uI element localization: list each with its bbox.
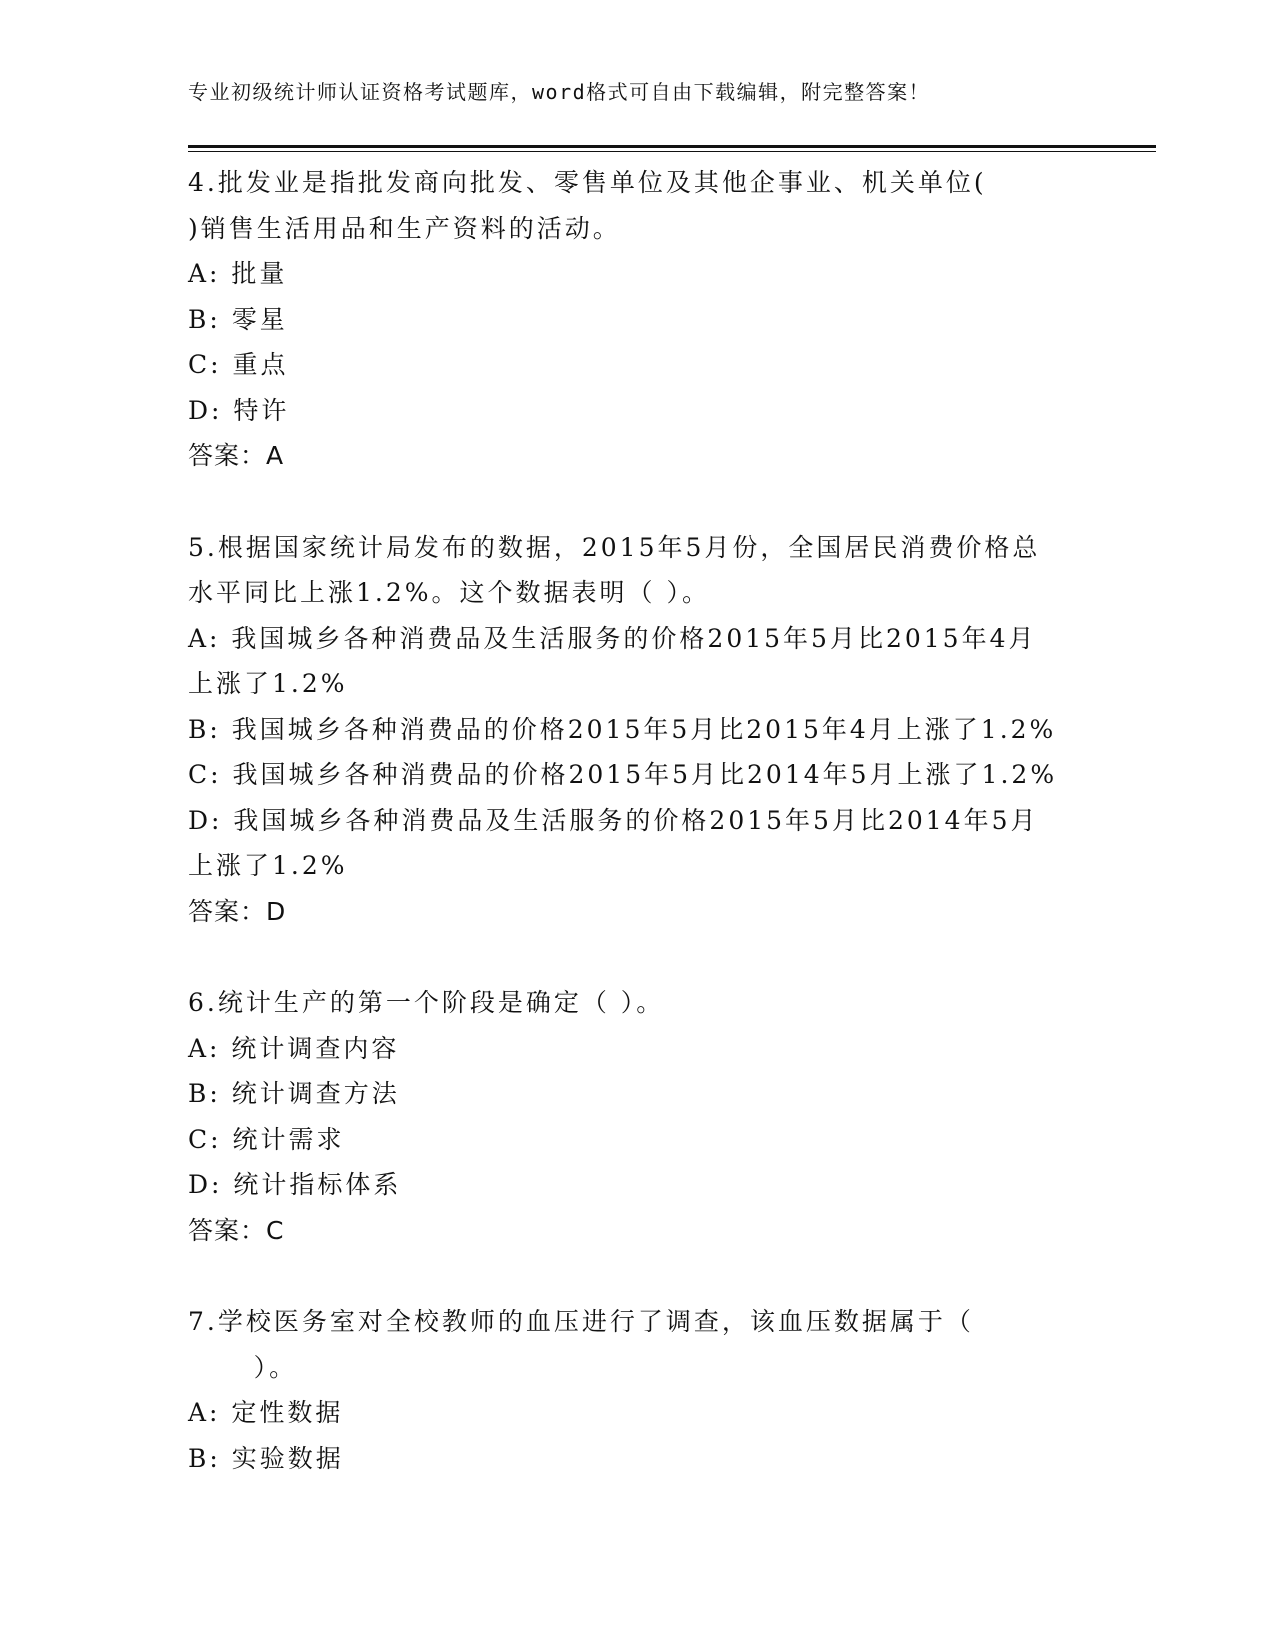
question-stem-line: 6.统计生产的第一个阶段是确定（ ）。 [188, 988, 665, 1017]
option-d-continued: 上涨了1.2% [188, 851, 348, 880]
option-c: C: 重点 [188, 350, 289, 379]
option-d: D: 特许 [188, 395, 290, 425]
option-b: B: 统计调查方法 [188, 1079, 400, 1108]
question-stem-line: 5.根据国家统计局发布的数据，2015年5月份，全国居民消费价格总 [188, 532, 1041, 562]
option-a: A: 统计调查内容 [188, 1033, 400, 1063]
question-6 [188, 980, 1088, 1253]
option-a: A: 我国城乡各种消费品及生活服务的价格2015年5月比2015年4月 [188, 623, 1037, 653]
option-d: D: 统计指标体系 [188, 1170, 402, 1199]
question-7 [188, 1299, 1088, 1481]
answer-line: 答案：C [188, 1215, 285, 1245]
option-a: A: 批量 [188, 259, 288, 288]
option-b: B: 我国城乡各种消费品的价格2015年5月比2015年4月上涨了1.2% [188, 714, 1057, 744]
question-stem-line: 水平同比上涨1.2%。这个数据表明（ ）。 [188, 578, 710, 607]
header-rule-thick [188, 145, 1156, 148]
option-d: D: 我国城乡各种消费品及生活服务的价格2015年5月比2014年5月 [188, 805, 1039, 835]
question-stem-line: ）。 [188, 1352, 298, 1382]
option-b: B: 零星 [188, 304, 288, 334]
question-5 [188, 525, 1088, 935]
page-header: 专业初级统计师认证资格考试题库，word格式可自由下载编辑，附完整答案！ [188, 80, 931, 104]
option-c: C: 我国城乡各种消费品的价格2015年5月比2014年5月上涨了1.2% [188, 760, 1058, 789]
option-a: A: 定性数据 [188, 1398, 344, 1427]
option-c: C: 统计需求 [188, 1124, 345, 1154]
question-stem-line: )销售生活用品和生产资料的活动。 [188, 213, 621, 243]
option-a-continued: 上涨了1.2% [188, 669, 348, 698]
option-b: B: 实验数据 [188, 1443, 344, 1473]
question-list [188, 160, 1088, 1527]
question-stem-line: 4.批发业是指批发商向批发、零售单位及其他企事业、机关单位( [188, 168, 987, 197]
answer-line: 答案：D [188, 896, 287, 926]
header-rule-thin [188, 151, 1156, 152]
question-4 [188, 160, 1088, 479]
question-stem-line: 7.学校医务室对全校教师的血压进行了调查，该血压数据属于（ [188, 1307, 974, 1336]
answer-line: 答案：A [188, 441, 285, 470]
